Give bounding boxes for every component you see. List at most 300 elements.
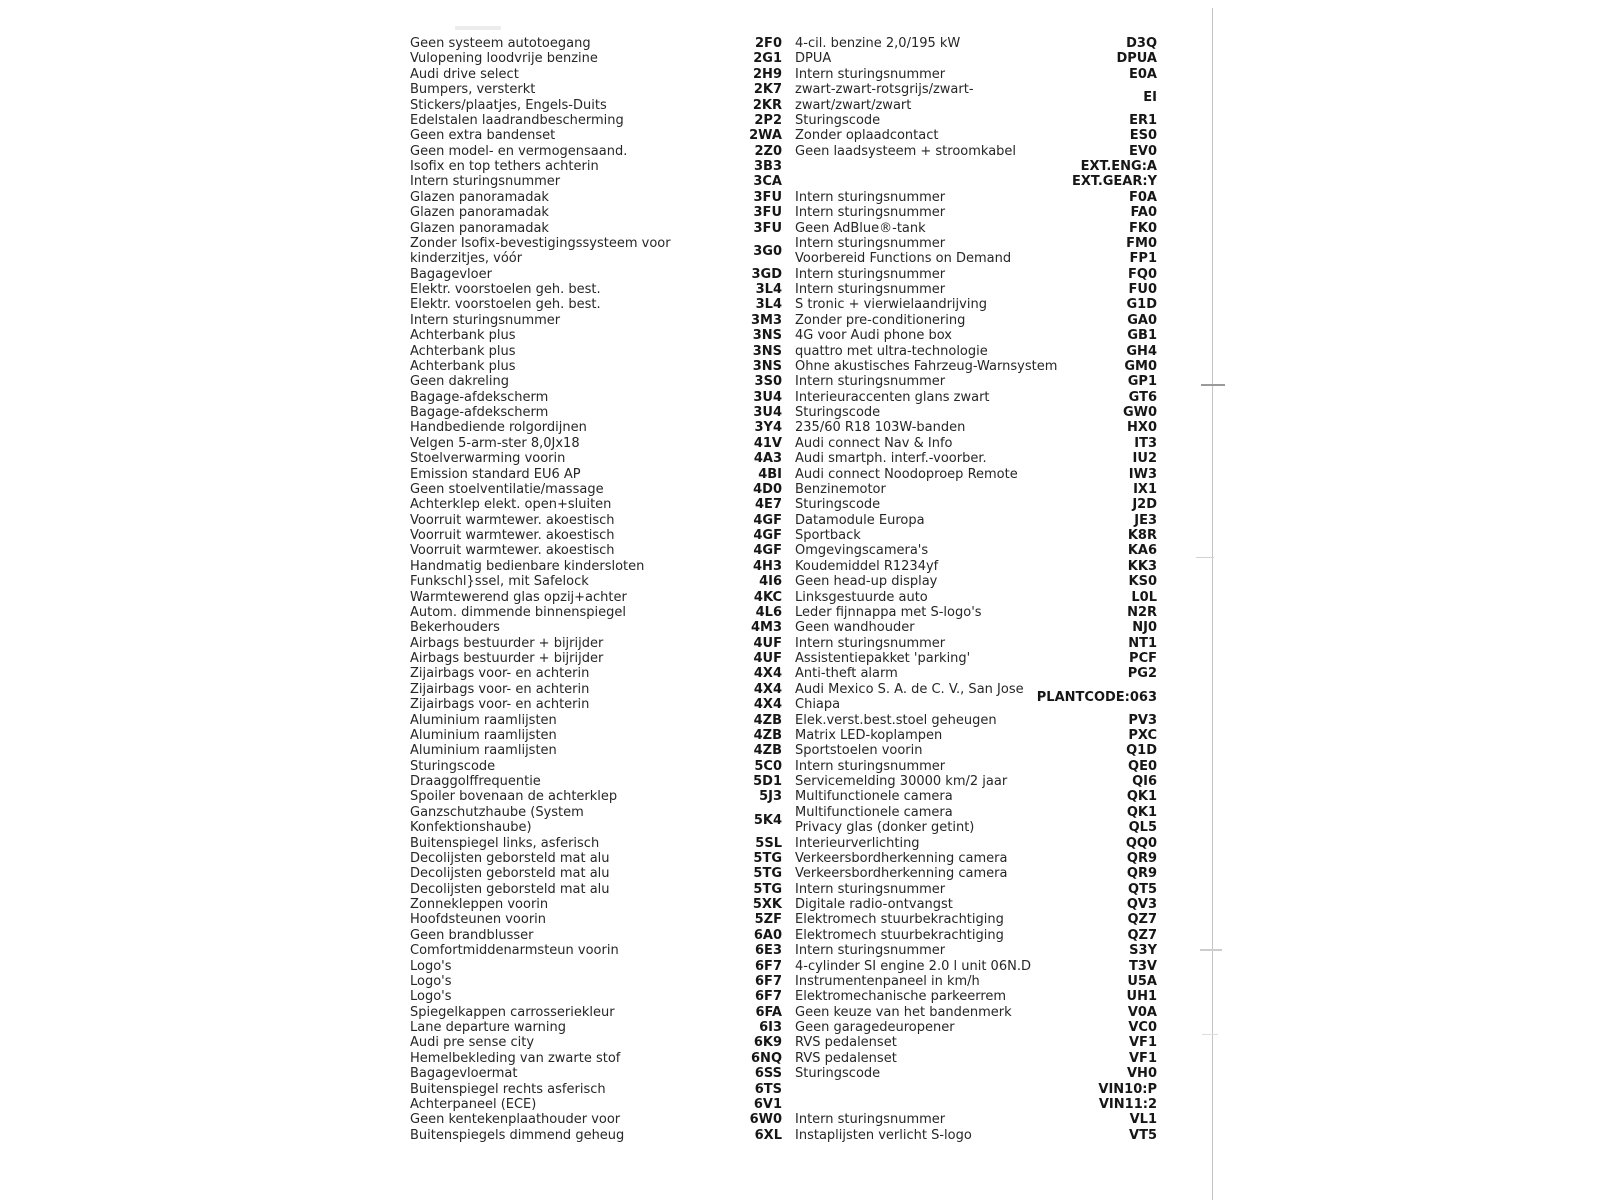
column-gap	[782, 1082, 795, 1097]
left-option-desc: Airbags bestuurder + bijrijder	[410, 651, 604, 666]
left-option-desc: Aluminium raamlijsten	[410, 712, 557, 728]
left-option-code: 4KC	[753, 589, 782, 605]
left-option-desc: Glazen panoramadak	[410, 189, 549, 205]
option-line	[410, 128, 1157, 143]
left-option-desc: Geen dakreling	[410, 374, 509, 390]
right-option-code: J2D	[1132, 497, 1157, 513]
left-option-code: 4UF	[753, 635, 782, 651]
left-option-code: 2P2	[754, 112, 782, 128]
right-option-desc: Sturingscode	[795, 497, 881, 513]
option-line	[410, 497, 1157, 512]
left-option-code: 3NS	[752, 358, 782, 374]
right-option-desc: 4-cil. benzine 2,0/195 kW	[795, 36, 961, 51]
right-option-desc: Koudemiddel R1234yf	[795, 558, 939, 574]
right-option-code: GW0	[1122, 405, 1157, 420]
right-option-code: JE3	[1134, 512, 1157, 528]
left-option-code: 5TG	[753, 881, 782, 897]
right-option-desc: Privacy glas (donker getint)	[795, 820, 975, 836]
left-option-code: 5J3	[759, 789, 782, 805]
left-option-code: 6TS	[754, 1081, 782, 1097]
left-option-desc: Emission standard EU6 AP	[410, 466, 581, 482]
column-gap	[782, 943, 795, 958]
left-option-code: 6K9	[753, 1035, 782, 1051]
option-line	[410, 713, 1157, 728]
option-code-table	[410, 36, 1157, 1143]
column-gap	[782, 174, 795, 189]
left-option-desc: Konfektionshaube)	[410, 820, 532, 836]
right-option-desc	[795, 159, 1035, 174]
left-option-code-span: 5K4	[753, 813, 782, 829]
column-gap	[782, 205, 795, 220]
left-option-desc: Glazen panoramadak	[410, 220, 549, 236]
left-option-code: 4X4	[753, 666, 782, 682]
right-option-code: K8R	[1127, 528, 1157, 543]
right-option-code: QZ7	[1127, 927, 1157, 943]
left-option-desc: Zijairbags voor- en achterin	[410, 697, 590, 713]
left-option-desc: Handmatig bedienbare kindersloten	[410, 558, 645, 574]
column-gap	[782, 128, 795, 143]
right-option-code: EV0	[1129, 143, 1157, 159]
left-option-desc: Logo's	[410, 989, 452, 1005]
option-line	[410, 1097, 1157, 1112]
left-option-code: 2KR	[752, 97, 782, 113]
right-option-desc: Elektromech stuurbekrachtiging	[795, 912, 1004, 928]
right-option-desc: Intern sturingsnummer	[795, 282, 946, 297]
right-option-desc: Zonder oplaadcontact	[795, 128, 939, 144]
right-option-desc: DPUA	[795, 51, 832, 67]
left-option-desc: Bagage-afdekscherm	[410, 389, 549, 405]
page-edge-line	[1212, 8, 1213, 1200]
left-option-desc: Audi drive select	[410, 66, 519, 82]
column-gap	[782, 251, 795, 266]
option-line	[410, 420, 1157, 435]
column-gap	[782, 159, 795, 174]
column-gap	[782, 820, 795, 835]
left-option-desc: Audi pre sense city	[410, 1035, 535, 1051]
right-option-desc: Intern sturingsnummer	[795, 189, 946, 205]
option-line	[410, 113, 1157, 128]
column-gap	[782, 805, 795, 820]
option-line	[410, 774, 1157, 789]
column-gap	[782, 190, 795, 205]
column-gap	[782, 221, 795, 236]
right-option-desc: Instaplijsten verlicht S-logo	[795, 1127, 972, 1143]
right-option-desc: Interieuraccenten glans zwart	[795, 389, 990, 405]
column-gap	[782, 328, 795, 343]
left-option-code: 3GD	[751, 266, 782, 282]
right-option-desc: Intern sturingsnummer	[795, 66, 946, 82]
left-option-code: 3U4	[753, 405, 782, 420]
left-option-code: 5SL	[755, 835, 782, 851]
option-line	[410, 359, 1157, 374]
left-option-code: 2K7	[753, 82, 782, 98]
right-option-code: Q1D	[1126, 743, 1157, 759]
left-option-desc: Handbediende rolgordijnen	[410, 420, 587, 436]
left-option-code: 5C0	[754, 758, 782, 774]
left-option-desc: Geen model- en vermogensaand.	[410, 143, 628, 159]
column-gap	[782, 743, 795, 758]
right-option-desc: Geen head-up display	[795, 574, 938, 590]
right-option-code: ES0	[1129, 128, 1157, 144]
right-option-desc: Verkeersbordherkenning camera	[795, 866, 1008, 882]
right-option-code: EXT.ENG:A	[1080, 159, 1157, 174]
left-option-code: 6E3	[755, 943, 782, 959]
left-option-desc: Voorruit warmtewer. akoestisch	[410, 512, 615, 528]
left-option-desc: Comfortmiddenarmsteun voorin	[410, 943, 619, 959]
option-line	[410, 251, 1157, 266]
right-option-desc: Intern sturingsnummer	[795, 758, 946, 774]
column-gap	[782, 451, 795, 466]
column-gap	[782, 636, 795, 651]
option-line	[410, 174, 1157, 189]
left-option-code: 3L4	[755, 297, 782, 313]
right-option-desc: Intern sturingsnummer	[795, 1112, 946, 1128]
right-option-code: VC0	[1128, 1020, 1157, 1035]
left-option-code: 4D0	[753, 481, 782, 497]
left-option-code: 4ZB	[753, 727, 782, 743]
right-option-desc	[795, 174, 1035, 189]
right-option-code: VL1	[1129, 1112, 1157, 1128]
left-option-desc: Buitenspiegel rechts asferisch	[410, 1081, 606, 1097]
right-option-desc: Digitale radio-ontvangst	[795, 897, 953, 912]
left-option-desc: Hemelbekleding van zwarte stof	[410, 1050, 621, 1066]
column-gap	[782, 605, 795, 620]
right-option-code: GM0	[1124, 358, 1157, 374]
column-gap	[782, 559, 795, 574]
right-option-desc: RVS pedalenset	[795, 1035, 897, 1051]
right-option-desc: Instrumentenpaneel in km/h	[795, 973, 980, 989]
left-option-desc: Achterbank plus	[410, 328, 516, 344]
left-option-code: 4BI	[758, 466, 782, 482]
left-option-code: 4GF	[753, 512, 782, 528]
right-option-desc: Intern sturingsnummer	[795, 635, 946, 651]
option-line	[410, 144, 1157, 159]
column-gap	[782, 313, 795, 328]
left-option-desc: Elektr. voorstoelen geh. best.	[410, 282, 601, 297]
right-option-code: PCF	[1129, 651, 1157, 666]
left-option-code: 5ZF	[754, 912, 782, 928]
right-option-desc: Intern sturingsnummer	[795, 266, 946, 282]
column-gap	[782, 1005, 795, 1020]
left-option-code: 6A0	[753, 927, 782, 943]
option-line	[410, 482, 1157, 497]
option-line	[410, 1005, 1157, 1020]
left-option-code: 3NS	[752, 343, 782, 359]
right-option-code-span: EI	[1143, 90, 1157, 106]
left-option-desc: Voorruit warmtewer. akoestisch	[410, 543, 615, 559]
option-line	[410, 636, 1157, 651]
column-gap	[782, 959, 795, 974]
left-option-desc: kinderzitjes, vóór	[410, 251, 523, 267]
right-option-code: QT5	[1128, 881, 1157, 897]
right-option-desc: Elektromech stuurbekrachtiging	[795, 927, 1004, 943]
column-gap	[782, 1035, 795, 1050]
right-option-code: S3Y	[1129, 943, 1157, 959]
left-option-desc: Decolijsten geborsteld mat alu	[410, 866, 610, 882]
option-line	[410, 1020, 1157, 1035]
option-line	[410, 759, 1157, 774]
left-option-desc: Draaggolffrequentie	[410, 774, 541, 789]
left-option-desc: Spoiler bovenaan de achterklep	[410, 789, 618, 805]
right-option-code: VT5	[1129, 1127, 1157, 1143]
option-line	[410, 436, 1157, 451]
right-option-code: VH0	[1127, 1066, 1157, 1082]
column-gap	[782, 1051, 795, 1066]
column-gap	[782, 851, 795, 866]
right-option-code: ER1	[1129, 112, 1157, 128]
left-option-desc: Bagagevloer	[410, 266, 492, 282]
option-line	[410, 743, 1157, 758]
column-gap	[782, 666, 795, 681]
right-option-code: NJ0	[1132, 620, 1157, 636]
right-option-code: U5A	[1127, 973, 1157, 989]
right-option-code: GT6	[1128, 389, 1157, 405]
option-line	[410, 989, 1157, 1004]
right-option-desc	[795, 1097, 1035, 1112]
left-option-code: 5D1	[753, 774, 782, 789]
column-gap	[782, 1020, 795, 1035]
right-option-code: QK1	[1126, 804, 1157, 820]
left-option-code: 4I6	[759, 574, 782, 590]
right-option-code: GH4	[1126, 343, 1157, 359]
scan-artifact-tick	[1200, 949, 1222, 951]
left-option-desc: Achterbank plus	[410, 358, 516, 374]
right-option-desc: Matrix LED-koplampen	[795, 727, 943, 743]
right-option-code: GP1	[1127, 374, 1157, 390]
left-option-code: 4L6	[755, 604, 782, 620]
right-option-desc: RVS pedalenset	[795, 1050, 897, 1066]
column-gap	[782, 836, 795, 851]
left-option-code: 3FU	[753, 220, 782, 236]
right-option-code: F0A	[1129, 189, 1157, 205]
option-line	[410, 1035, 1157, 1050]
option-line	[410, 620, 1157, 635]
option-line	[410, 590, 1157, 605]
column-gap	[782, 697, 795, 712]
right-option-code: GB1	[1127, 328, 1157, 344]
right-option-code: PV3	[1128, 712, 1157, 728]
left-option-desc: Geen stoelventilatie/massage	[410, 481, 604, 497]
option-line	[410, 651, 1157, 666]
right-option-code: QE0	[1128, 758, 1157, 774]
column-gap	[782, 1066, 795, 1081]
left-option-desc: Bekerhouders	[410, 620, 500, 636]
right-option-desc: zwart-zwart-rotsgrijs/zwart-	[795, 82, 974, 98]
right-option-desc: 4G voor Audi phone box	[795, 328, 952, 344]
left-option-desc: Spiegelkappen carrosseriekleur	[410, 1004, 615, 1020]
right-option-desc: Audi connect Nav & Info	[795, 435, 953, 451]
option-line	[410, 467, 1157, 482]
right-option-desc: zwart/zwart/zwart	[795, 97, 912, 113]
right-option-desc: Linksgestuurde auto	[795, 589, 928, 605]
column-gap	[782, 882, 795, 897]
right-option-desc: Audi smartph. interf.-voorber.	[795, 451, 987, 467]
left-option-desc: Intern sturingsnummer	[410, 312, 561, 328]
option-line	[410, 297, 1157, 312]
option-line	[410, 1128, 1157, 1143]
right-option-desc: Anti-theft alarm	[795, 666, 898, 682]
column-gap	[782, 467, 795, 482]
left-option-desc: Zijairbags voor- en achterin	[410, 666, 590, 682]
right-option-desc: Audi Mexico S. A. de C. V., San Jose	[795, 681, 1024, 697]
column-gap	[782, 728, 795, 743]
column-gap	[782, 928, 795, 943]
right-option-desc: Geen wandhouder	[795, 620, 915, 636]
right-option-code: FK0	[1129, 220, 1157, 236]
right-option-code-span: PLANTCODE:063	[1036, 690, 1157, 706]
left-option-code: 6F7	[755, 958, 782, 974]
option-line	[410, 866, 1157, 881]
left-option-desc: Sturingscode	[410, 758, 496, 774]
left-option-desc: Isofix en top tethers achterin	[410, 159, 599, 174]
column-gap	[782, 98, 795, 113]
column-gap	[782, 144, 795, 159]
column-gap	[782, 789, 795, 804]
right-option-code: QR9	[1126, 850, 1157, 866]
right-option-desc: Geen laadsysteem + stroomkabel	[795, 143, 1017, 159]
left-option-desc: Zonder Isofix-bevestigingssysteem voor	[410, 235, 671, 251]
left-option-code: 3B3	[754, 159, 782, 174]
right-option-desc: Geen AdBlue®-tank	[795, 220, 926, 236]
right-option-desc: Sturingscode	[795, 405, 881, 420]
right-option-desc: Servicemelding 30000 km/2 jaar	[795, 774, 1008, 789]
right-option-code: FA0	[1130, 205, 1157, 221]
option-line	[410, 67, 1157, 82]
column-gap	[782, 82, 795, 97]
right-option-code: IU2	[1132, 451, 1157, 467]
right-option-desc: Intern sturingsnummer	[795, 374, 946, 390]
left-option-code: 6V1	[753, 1096, 782, 1112]
right-option-code: FU0	[1128, 282, 1157, 297]
right-option-code: QZ7	[1127, 912, 1157, 928]
left-option-code: 3CA	[753, 174, 782, 190]
option-line	[410, 282, 1157, 297]
left-option-code: 6NQ	[751, 1050, 782, 1066]
right-option-desc: Sportstoelen voorin	[795, 743, 923, 759]
left-option-code: 41V	[753, 435, 782, 451]
column-gap	[782, 528, 795, 543]
right-option-code: DPUA	[1116, 51, 1157, 67]
left-option-desc: Aluminium raamlijsten	[410, 727, 557, 743]
left-option-desc: Decolijsten geborsteld mat alu	[410, 850, 610, 866]
left-option-code: 5TG	[753, 850, 782, 866]
left-option-desc: Geen brandblusser	[410, 927, 534, 943]
option-line	[410, 974, 1157, 989]
right-option-desc: Intern sturingsnummer	[795, 943, 946, 959]
right-option-desc: Elektromechanische parkeerrem	[795, 989, 1007, 1005]
right-option-desc: Sturingscode	[795, 1066, 881, 1082]
option-line	[410, 1082, 1157, 1097]
right-option-code: QR9	[1126, 866, 1157, 882]
option-line	[410, 513, 1157, 528]
left-option-code: 2F0	[755, 36, 782, 51]
column-gap	[782, 1128, 795, 1143]
option-line	[410, 1051, 1157, 1066]
right-option-code: PXC	[1128, 727, 1157, 743]
right-option-code: VIN10:P	[1098, 1081, 1157, 1097]
right-option-code: N2R	[1127, 604, 1157, 620]
right-option-code: VF1	[1129, 1050, 1157, 1066]
right-option-code: QQ0	[1125, 835, 1157, 851]
right-option-desc: Sturingscode	[795, 112, 881, 128]
left-option-desc: Buitenspiegels dimmend geheug	[410, 1127, 625, 1143]
option-line	[410, 374, 1157, 389]
right-option-code: IT3	[1134, 435, 1157, 451]
left-option-desc: Glazen panoramadak	[410, 205, 549, 221]
right-option-code: QV3	[1126, 897, 1157, 912]
left-option-code: 4X4	[753, 697, 782, 713]
option-line	[410, 205, 1157, 220]
column-gap	[782, 974, 795, 989]
option-line	[410, 451, 1157, 466]
right-option-desc: Elek.verst.best.stoel geheugen	[795, 712, 997, 728]
left-option-code: 6FA	[755, 1004, 782, 1020]
right-option-code: FQ0	[1128, 266, 1157, 282]
column-gap	[782, 713, 795, 728]
right-option-code: GA0	[1127, 312, 1157, 328]
left-option-code: 6W0	[749, 1112, 782, 1128]
column-gap	[782, 405, 795, 420]
column-gap	[782, 574, 795, 589]
left-option-desc: Elektr. voorstoelen geh. best.	[410, 297, 601, 313]
column-gap	[782, 374, 795, 389]
left-option-desc: Geen kentekenplaathouder voor	[410, 1112, 621, 1128]
scan-artifact-tick	[1201, 384, 1225, 386]
left-option-code: 6F7	[755, 973, 782, 989]
option-line	[410, 543, 1157, 558]
option-line	[410, 559, 1157, 574]
column-gap	[782, 897, 795, 912]
column-gap	[782, 1097, 795, 1112]
left-option-desc: Edelstalen laadrandbescherming	[410, 112, 624, 128]
option-line	[410, 805, 1157, 820]
option-line	[410, 943, 1157, 958]
option-line	[410, 159, 1157, 174]
column-gap	[782, 390, 795, 405]
option-line	[410, 221, 1157, 236]
right-option-desc: 235/60 R18 103W-banden	[795, 420, 966, 436]
column-gap	[782, 282, 795, 297]
left-option-code: 4GF	[753, 528, 782, 543]
left-option-desc: Aluminium raamlijsten	[410, 743, 557, 759]
right-option-desc: Verkeersbordherkenning camera	[795, 850, 1008, 866]
column-gap	[782, 1112, 795, 1127]
left-option-desc: Zijairbags voor- en achterin	[410, 681, 590, 697]
right-option-code: E0A	[1129, 66, 1157, 82]
left-option-desc: Achterbank plus	[410, 343, 516, 359]
left-option-code: 4GF	[753, 543, 782, 559]
column-gap	[782, 759, 795, 774]
option-line	[410, 390, 1157, 405]
left-option-code: 6XL	[754, 1127, 782, 1143]
left-option-code: 4ZB	[753, 743, 782, 759]
column-gap	[782, 482, 795, 497]
left-option-desc: Velgen 5-arm-ster 8,0Jx18	[410, 435, 580, 451]
right-option-desc: Geen garagedeuropener	[795, 1020, 955, 1035]
option-line	[410, 236, 1157, 251]
option-line	[410, 820, 1157, 835]
left-option-code: 2WA	[749, 128, 782, 144]
left-option-code: 4A3	[753, 451, 782, 467]
left-option-code: 4ZB	[753, 712, 782, 728]
right-option-desc: quattro met ultra-technologie	[795, 343, 988, 359]
right-option-desc: Intern sturingsnummer	[795, 235, 946, 251]
option-line	[410, 1112, 1157, 1127]
left-option-desc: Airbags bestuurder + bijrijder	[410, 635, 604, 651]
column-gap	[782, 420, 795, 435]
column-gap	[782, 497, 795, 512]
right-option-code: V0A	[1127, 1004, 1157, 1020]
